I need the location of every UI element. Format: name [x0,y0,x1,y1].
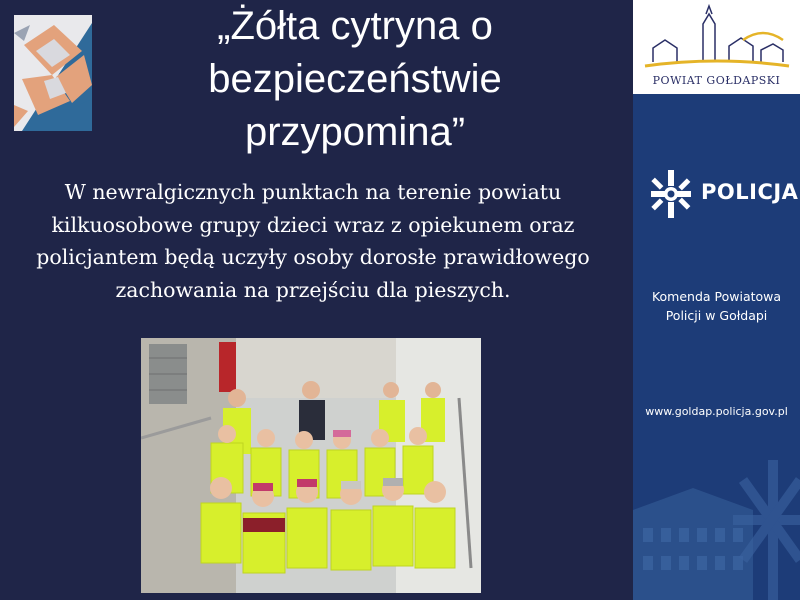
powiat-logo-box [633,0,800,94]
komenda-text [633,287,800,325]
sidebar [633,0,800,600]
powiat-name: POWIAT GOŁDAPSKI [652,74,781,87]
policja-brand [649,168,799,220]
website-link[interactable]: www.goldap.policja.gov.pl [645,405,788,418]
policja-label: POLICJA [701,180,799,204]
group-photo [141,338,481,593]
gmina-crest-logo [14,15,92,131]
slide-body-text: W newralgicznych punktach na terenie powiatu kilkuosobowe grupy dzieci wraz z opiekunem oraz policjantem będą uczyły osoby dorosłe prawidłowego zachowania na przejściu dla pieszych. [36,180,590,302]
police-star-icon [649,168,693,220]
komenda-line-2: Policji w Gołdapi [665,308,768,323]
komenda-line-1: Komenda Powiatowa [651,289,782,304]
powiat-goldapski-logo [633,0,800,75]
slide-title: „Żółta cytryna o bezpieczeństwie przypomina” [208,4,502,154]
police-building-background [633,440,800,600]
